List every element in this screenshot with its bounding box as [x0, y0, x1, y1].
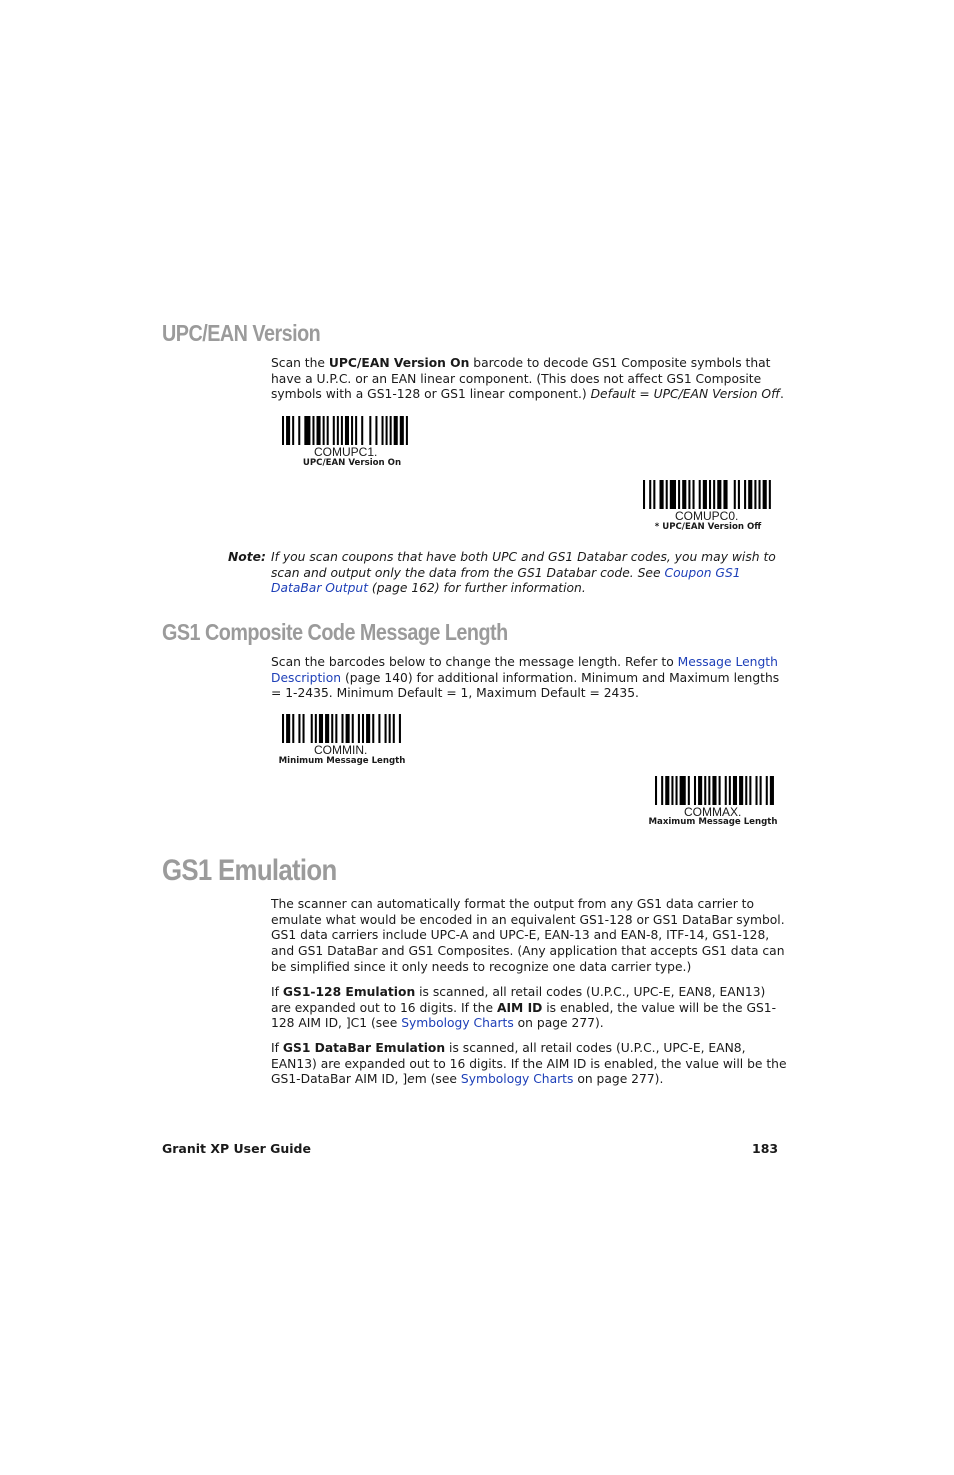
link-message-length-description[interactable]: Message Length Description: [271, 655, 778, 685]
barcode-bar: [355, 416, 357, 445]
barcode-bar: [666, 480, 668, 509]
barcode-bar: [399, 714, 401, 743]
barcode-bar: [366, 714, 370, 743]
barcode-bar: [292, 416, 294, 445]
barcode-bar: [286, 416, 290, 445]
link-coupon-gs1-databar-output[interactable]: Coupon GS1 DataBar Output: [271, 565, 741, 596]
barcode-bar: [653, 480, 655, 509]
barcode-bar: [713, 480, 715, 509]
footer-guide-title: Granit XP User Guide: [162, 1141, 311, 1156]
barcode-minimum-message-length-caption: Minimum Message Length: [278, 756, 406, 766]
barcode-bar: [754, 480, 756, 509]
barcode-bar: [708, 776, 710, 805]
barcode-bar: [770, 776, 774, 805]
barcode-bar: [386, 416, 388, 445]
link-symbology-charts-2[interactable]: Symbology Charts: [460, 1072, 574, 1087]
barcode-bar: [400, 416, 404, 445]
barcode-bar: [766, 776, 768, 805]
barcode-bar: [325, 714, 329, 743]
barcode-upc-ean-version-off-code: COMUPC0.: [675, 509, 739, 523]
barcode-bar: [378, 714, 380, 743]
barcode-bar: [282, 416, 284, 445]
barcode-bar: [390, 416, 392, 445]
barcode-bar: [649, 480, 651, 509]
barcode-bar: [382, 416, 384, 445]
section-title-composite-message-length: GS1 Composite Code Message Length: [162, 619, 508, 645]
barcode-bar: [292, 714, 294, 743]
barcode-bar: [725, 776, 727, 805]
barcode-bar: [760, 776, 762, 805]
emulation-paragraph-gs1-128: If GS1-128 Emulation is scanned, all retail codes (U.P.C., UPC-E, EAN8, EAN13) are expanded out to 16 digits. If the AIM ID is enabled, the value will be the GS1-128 AIM ID, ]C1 (see Symbology Charts on page 277).: [271, 985, 777, 1031]
barcode-bar: [327, 416, 329, 445]
barcode-bar: [739, 776, 743, 805]
barcode-bar: [661, 776, 663, 805]
barcode-bar: [298, 416, 300, 445]
barcode-bar: [688, 776, 690, 805]
footer-page-number: 183: [752, 1141, 779, 1156]
barcode-bar: [698, 776, 702, 805]
barcode-upc-ean-version-off[interactable]: [643, 480, 775, 509]
barcode-bar: [282, 714, 284, 743]
barcode-bar: [738, 480, 740, 509]
barcode-upc-ean-version-on-code: COMUPC1.: [314, 445, 378, 459]
barcode-bar: [375, 416, 377, 445]
barcode-bar: [351, 416, 353, 445]
emulation-paragraph-databar: If GS1 DataBar Emulation is scanned, all retail codes (U.P.C., UPC-E, EAN8, EAN13) are expanded out to 16 digits. If the AIM ID is enabled, the value will be the GS1-DataBar AIM ID, ]em (see Symbology Charts on page 277).: [271, 1041, 787, 1087]
barcode-bar: [331, 714, 333, 743]
barcode-bar: [744, 480, 746, 509]
barcode-bar: [385, 714, 387, 743]
barcode-minimum-message-length-code: COMMIN.: [314, 743, 368, 757]
barcode-bar: [755, 776, 757, 805]
barcode-bar: [676, 776, 678, 805]
barcode-bar: [678, 480, 680, 509]
barcode-bar: [303, 714, 305, 743]
barcode-bar: [335, 714, 337, 743]
barcode-bar: [734, 480, 736, 509]
barcode-bar: [304, 416, 310, 445]
barcode-bar: [352, 714, 354, 743]
section-title-upc-ean-version: UPC/EAN Version: [162, 320, 321, 346]
barcode-bar: [733, 776, 737, 805]
barcode-bar: [286, 714, 290, 743]
barcode-bar: [323, 416, 325, 445]
barcode-bar: [769, 480, 771, 509]
barcode-bar: [749, 776, 751, 805]
barcode-minimum-message-length[interactable]: [282, 714, 403, 743]
barcode-bar: [369, 416, 371, 445]
barcode-bar: [341, 416, 343, 445]
barcode-bar: [719, 776, 721, 805]
barcode-maximum-message-length[interactable]: [655, 776, 776, 805]
link-symbology-charts[interactable]: Symbology Charts: [401, 1016, 514, 1031]
barcode-bar: [393, 714, 395, 743]
section-title-gs1-emulation: GS1 Emulation: [162, 854, 337, 887]
barcode-bar: [333, 416, 335, 445]
barcode-bar: [362, 714, 364, 743]
barcode-upc-ean-version-off-caption: * UPC/EAN Version Off: [654, 522, 762, 532]
barcode-bar: [665, 776, 669, 805]
barcode-bar: [709, 480, 711, 509]
barcode-bar: [372, 714, 374, 743]
barcode-bar: [717, 480, 721, 509]
barcode-bar: [660, 480, 664, 509]
barcode-bar: [682, 480, 686, 509]
barcode-bar: [712, 776, 716, 805]
upc-ean-paragraph: Scan the UPC/EAN Version On barcode to decode GS1 Composite symbols that have a U.P.C. or an EAN linear component. (This does not affect GS1 Composite symbols with a GS1-128 or GS1 linear component.) Default = UPC/EAN Version Off.: [271, 356, 784, 402]
barcode-bar: [345, 416, 349, 445]
barcode-bar: [394, 416, 398, 445]
barcode-bar: [694, 776, 696, 805]
barcode-bar: [699, 480, 701, 509]
barcode-bar: [671, 776, 673, 805]
barcode-bar: [361, 416, 363, 445]
barcode-upc-ean-version-on-caption: UPC/EAN Version On: [302, 458, 402, 468]
barcode-bar: [643, 480, 645, 509]
barcode-bar: [358, 714, 360, 743]
barcode-bar: [748, 480, 752, 509]
barcode-bar: [680, 776, 686, 805]
emulation-paragraph-intro: The scanner can automatically format the output from any GS1 data carrier to emulate what would be encoded in an equivalent GS1-128 or GS1 DataBar symbol. GS1 data carriers include UPC-A and UPC-E, EAN-13 and EAN-8, ITF-14, GS1-128, and GS1 DataBar and GS1 Composites. (Any application that accepts GS1 data can be simplified since it only needs to recognize one data carrier type.): [271, 897, 785, 974]
barcode-bar: [315, 714, 317, 743]
barcode-bar: [346, 714, 350, 743]
barcode-bar: [759, 480, 761, 509]
barcode-bar: [298, 714, 300, 743]
barcode-bar: [745, 776, 747, 805]
barcode-bar: [312, 416, 314, 445]
barcode-bar: [723, 480, 727, 509]
barcode-upc-ean-version-on[interactable]: [282, 416, 414, 445]
barcode-bar: [319, 714, 323, 743]
barcode-bar: [688, 480, 690, 509]
barcode-bar: [763, 480, 767, 509]
barcode-bar: [704, 776, 706, 805]
barcode-bar: [389, 714, 391, 743]
barcode-maximum-message-length-code: COMMAX.: [684, 805, 742, 819]
barcode-bar: [341, 714, 343, 743]
barcode-bar: [655, 776, 657, 805]
barcode-bar: [670, 480, 676, 509]
barcode-bar: [311, 714, 313, 743]
barcode-bar: [729, 776, 731, 805]
barcode-bar: [703, 480, 707, 509]
barcode-bar: [406, 416, 408, 445]
barcode-bar: [693, 480, 695, 509]
barcode-maximum-message-length-caption: Maximum Message Length: [648, 817, 778, 827]
note-label: Note:: [228, 550, 266, 564]
note-text: If you scan coupons that have both UPC and GS1 Databar codes, you may wish to scan and output only the data from the GS1 Databar code. See Coupon GS1 DataBar Output (page 162) for further information.: [271, 550, 776, 596]
barcode-bar: [337, 416, 339, 445]
composite-paragraph: Scan the barcodes below to change the message length. Refer to Message Length Description (page 140) for additional information. Minimum and Maximum lengths = 1-2435. Minimum Default = 1, Maximum Default = 2435.: [271, 655, 780, 701]
barcode-bar: [317, 416, 321, 445]
